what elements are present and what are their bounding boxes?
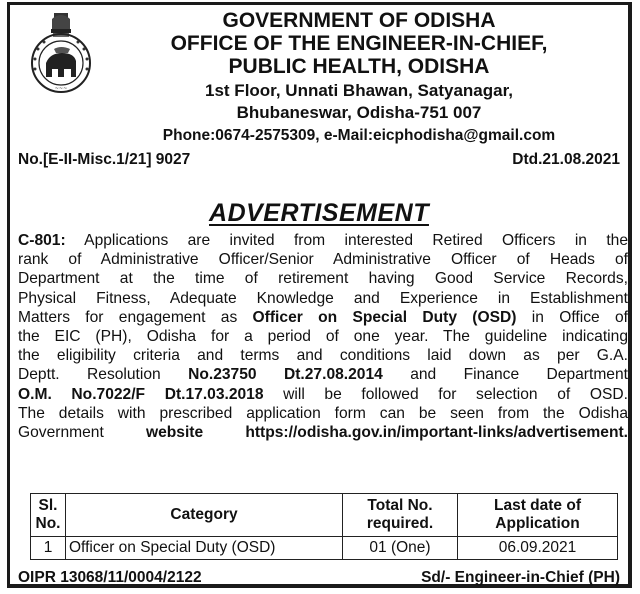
office-title: OFFICE OF THE ENGINEER-IN-CHIEF, <box>170 32 548 55</box>
col-header-category: Category <box>66 494 343 537</box>
emphasis-text: website https://odisha.gov.in/important-links/advertisement. <box>145 423 628 441</box>
body-line: rank of Administrative Officer/Senior Administrative Officer of Heads of <box>18 251 628 269</box>
advertisement-heading: ADVERTISEMENT <box>209 199 429 227</box>
body-line: C-801: Applications are invited from interested Retired Officers in the <box>18 232 628 249</box>
table-header-row <box>31 494 618 537</box>
body-line: the EIC (PH), Odisha for a period of one year. The guideline indicating <box>18 327 628 345</box>
emphasis-text: Officer on Special Duty (OSD) <box>252 308 517 326</box>
reference-date: Dtd.21.08.2021 <box>512 151 620 168</box>
body-line: Physical Fitness, Adequate Knowledge and Experience in Establishment <box>18 289 628 307</box>
emphasis-text: C-801: <box>18 232 66 249</box>
emphasis-text: O.M. No.7022/F Dt.17.03.2018 <box>18 385 264 403</box>
advertisement-notice <box>7 2 632 588</box>
contact-line: Phone:0674-2575309, e-Mail:eicphodisha@gmail.com <box>162 127 556 144</box>
address-line-2: Bhubaneswar, Odisha-751 007 <box>236 103 482 122</box>
body-line: Deptt. Resolution No.23750 Dt.27.08.2014 and Finance Department <box>18 366 628 384</box>
col-header-sl-no: Sl. No. <box>31 494 66 537</box>
oipr-number: OIPR 13068/11/0004/2122 <box>18 569 202 586</box>
reference-number: No.[E-II-Misc.1/21] 9027 <box>18 151 191 168</box>
col-header-total-required: Total No. required. <box>343 494 458 537</box>
vacancy-table <box>30 493 618 560</box>
cell-sl-no: 1 <box>31 537 66 560</box>
cell-category: Officer on Special Duty (OSD) <box>66 537 343 560</box>
body-line: Matters for engagement as Officer on Special Duty (OSD) in Office of <box>18 308 628 326</box>
svg-text:~~~: ~~~ <box>54 86 68 92</box>
cell-total-required: 01 (One) <box>343 537 458 560</box>
department-title: PUBLIC HEALTH, ODISHA <box>228 55 490 78</box>
address-line-1: 1st Floor, Unnati Bhawan, Satyanagar, <box>205 81 513 100</box>
emphasis-text: No.23750 Dt.27.08.2014 <box>188 366 383 384</box>
body-line: the eligibility criteria and terms and conditions laid down as per G.A. <box>18 347 628 365</box>
body-line: The details with prescribed application form can be seen from the Odisha <box>18 404 628 422</box>
table-row <box>31 537 618 560</box>
body-line: Government website https://odisha.gov.in/important-links/advertisement. <box>18 423 628 441</box>
body-line: Department at the time of retirement having Good Service Records, <box>18 270 628 288</box>
signature: Sd/- Engineer-in-Chief (PH) <box>421 569 620 586</box>
col-header-last-date: Last date of Application <box>458 494 618 537</box>
advertisement-body <box>18 231 628 442</box>
government-title: GOVERNMENT OF ODISHA <box>222 9 496 32</box>
body-line: O.M. No.7022/F Dt.17.03.2018 will be followed for selection of OSD. <box>18 385 628 403</box>
cell-last-date: 06.09.2021 <box>458 537 618 560</box>
